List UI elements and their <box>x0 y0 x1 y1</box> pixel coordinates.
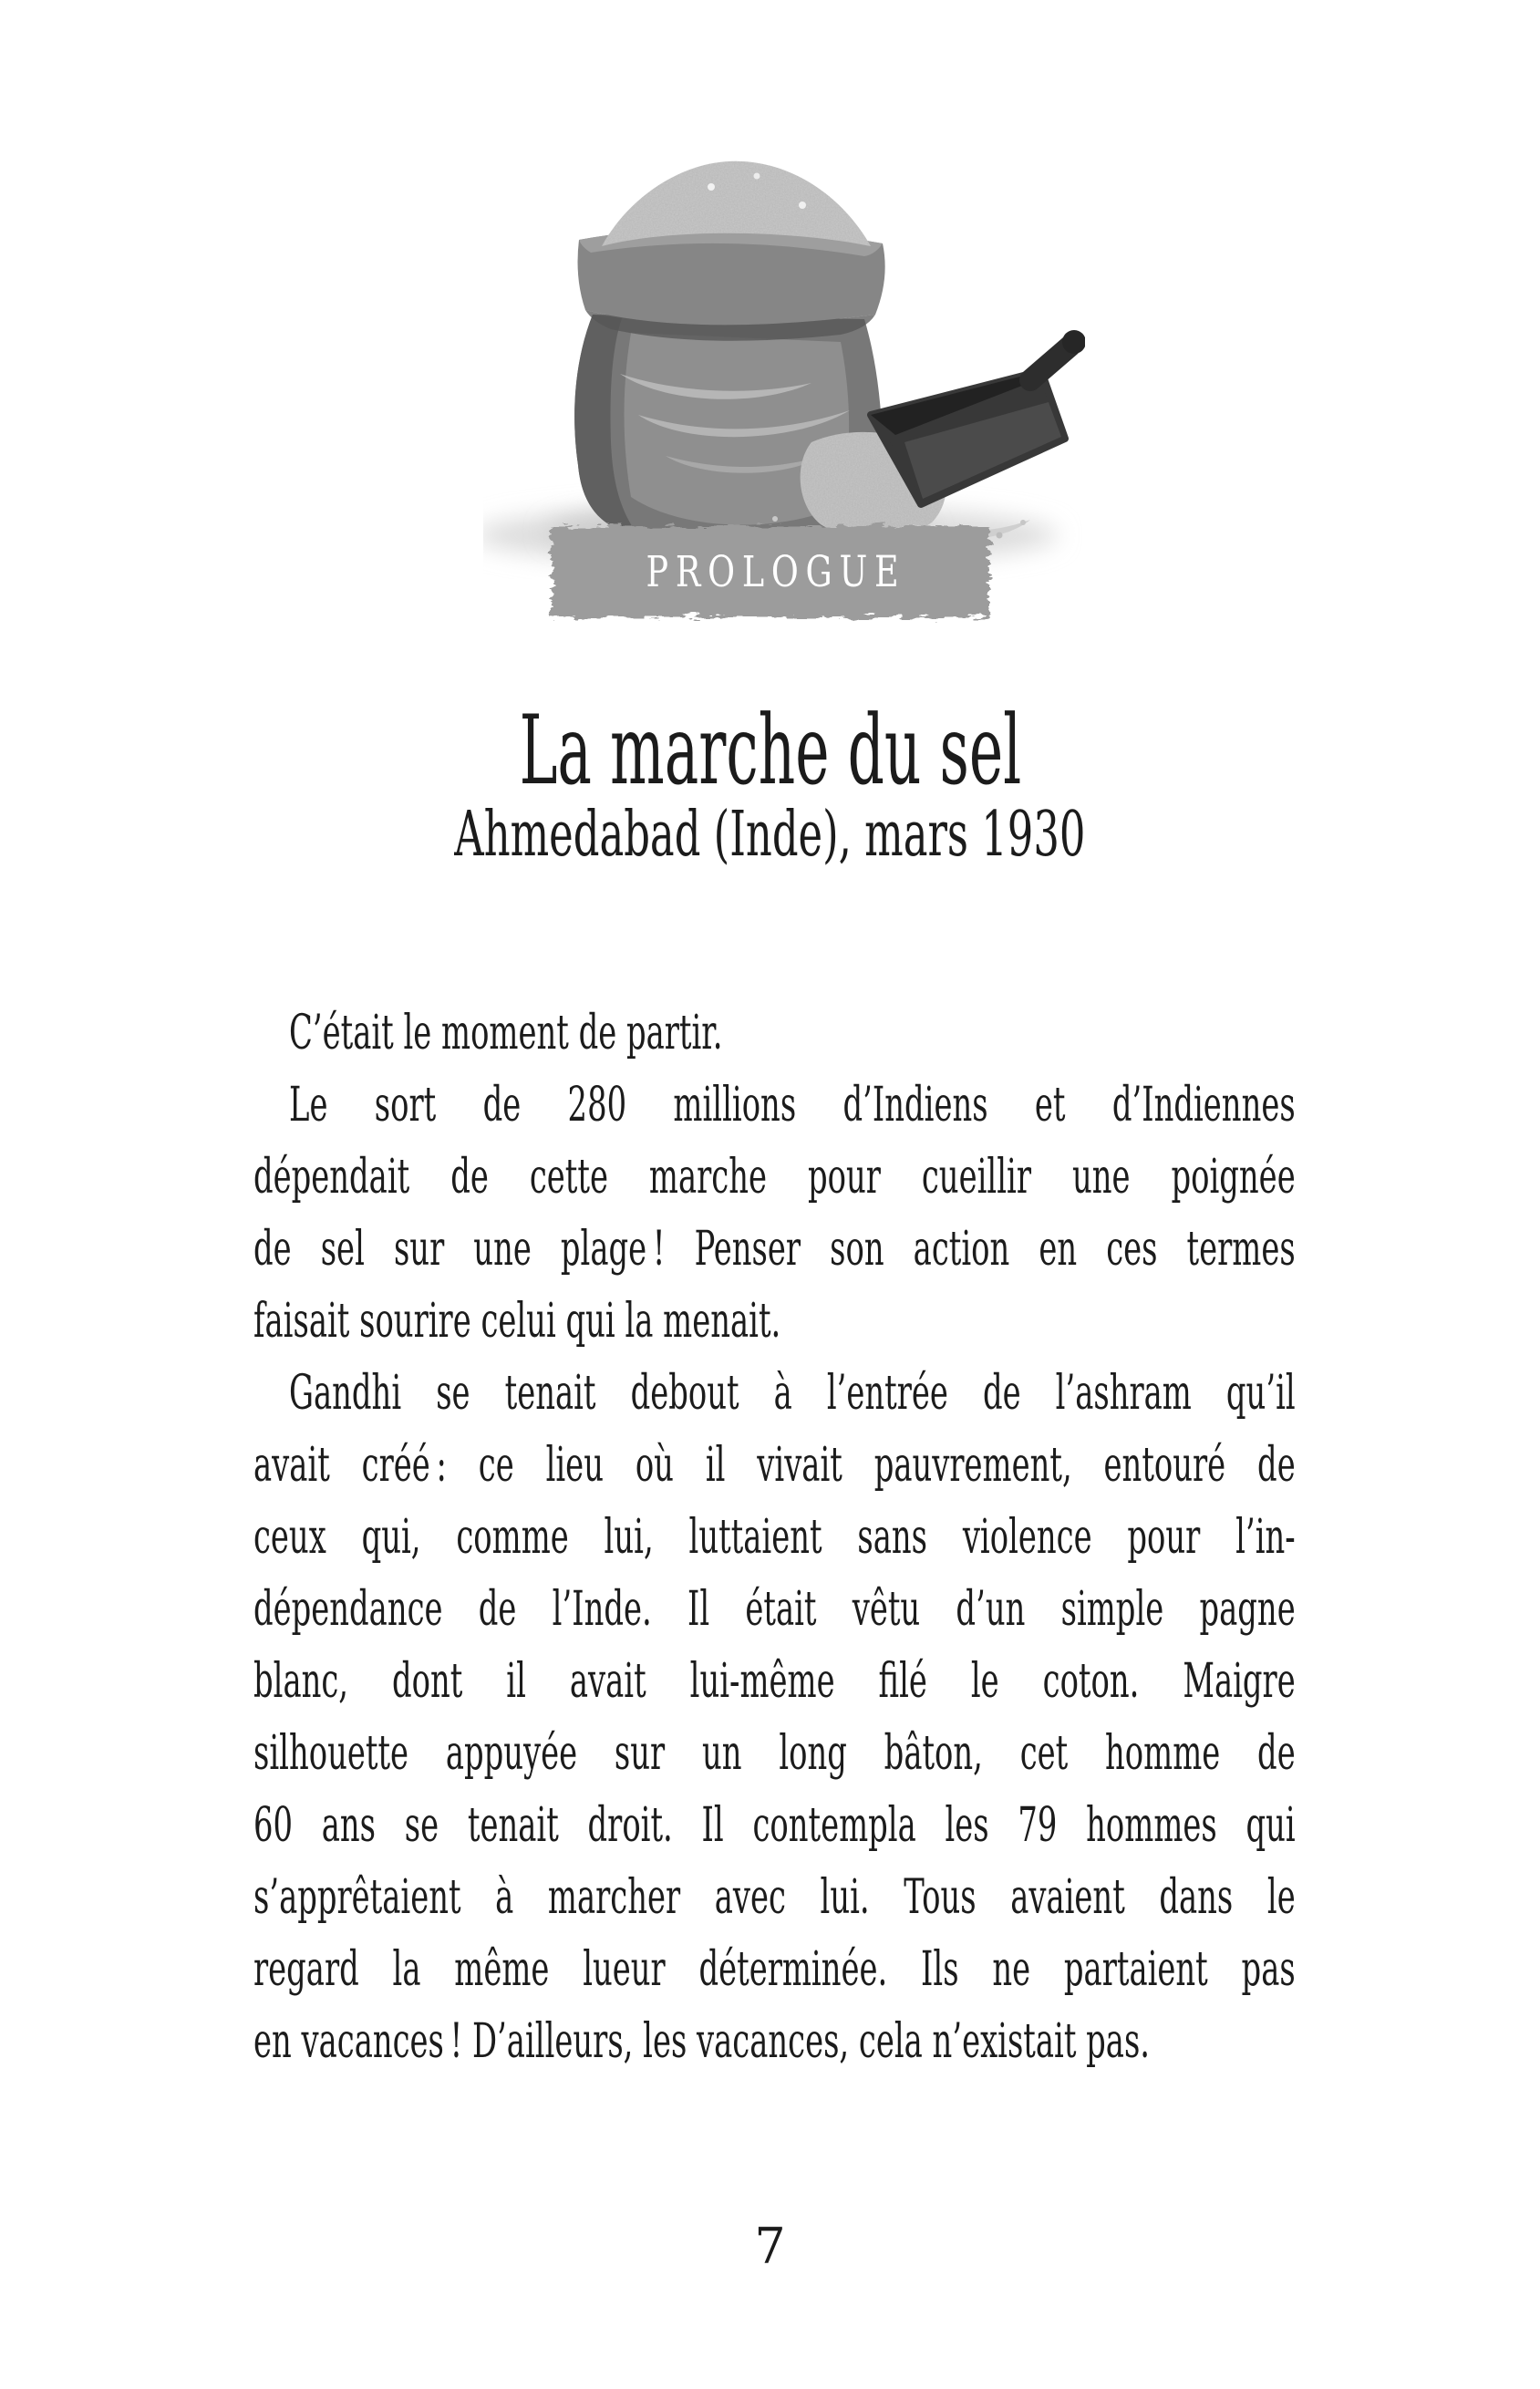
chapter-title-text: La marche du sel <box>519 695 1021 806</box>
page-number: 7 <box>754 2218 786 2275</box>
body-line: regard la même lueur déterminée. Ils ne partaient pas <box>253 1942 1296 1997</box>
body-line: Gandhi se tenait debout à l’entrée de l’ashram qu’il <box>289 1366 1296 1421</box>
chapter-subtitle <box>0 799 1540 871</box>
body-line: s’apprêtaient à marcher avec lui. Tous avaient dans le <box>253 1870 1296 1925</box>
banner-label: PROLOGUE <box>646 547 906 597</box>
chapter-subtitle-text: Ahmedabad (Inde), mars 1930 <box>454 799 1086 871</box>
body-line: en vacances ! D’ailleurs, les vacances, cela n’existait pas. <box>253 2014 1151 2069</box>
body-line: ceux qui, comme lui, luttaient sans violence pour l’in- <box>253 1510 1296 1565</box>
body-line: 60 ans se tenait droit. Il contempla les 79 hommes qui <box>253 1798 1296 1853</box>
prologue-banner <box>543 515 998 634</box>
body-line: silhouette appuyée sur un long bâton, cet homme de <box>253 1726 1296 1781</box>
body-line: avait créé : ce lieu où il vivait pauvrement, entouré de <box>253 1438 1296 1493</box>
body-line: Le sort de 280 millions d’Indiens et d’Indiennes <box>289 1078 1296 1132</box>
chapter-title <box>0 695 1540 806</box>
body-line: C’était le moment de partir. <box>289 1006 723 1060</box>
body-line: dépendait de cette marche pour cueillir une poignée <box>253 1150 1296 1205</box>
body-line: de sel sur une plage ! Penser son action en ces termes <box>253 1222 1296 1277</box>
body-line: blanc, dont il avait lui-même filé le coton. Maigre <box>253 1654 1296 1709</box>
salt-bag-illustration <box>483 141 1085 579</box>
body-text <box>253 998 1296 2078</box>
body-line: dépendance de l’Inde. Il était vêtu d’un simple pagne <box>253 1582 1296 1637</box>
body-line: faisait sourire celui qui la menait. <box>253 1294 781 1349</box>
